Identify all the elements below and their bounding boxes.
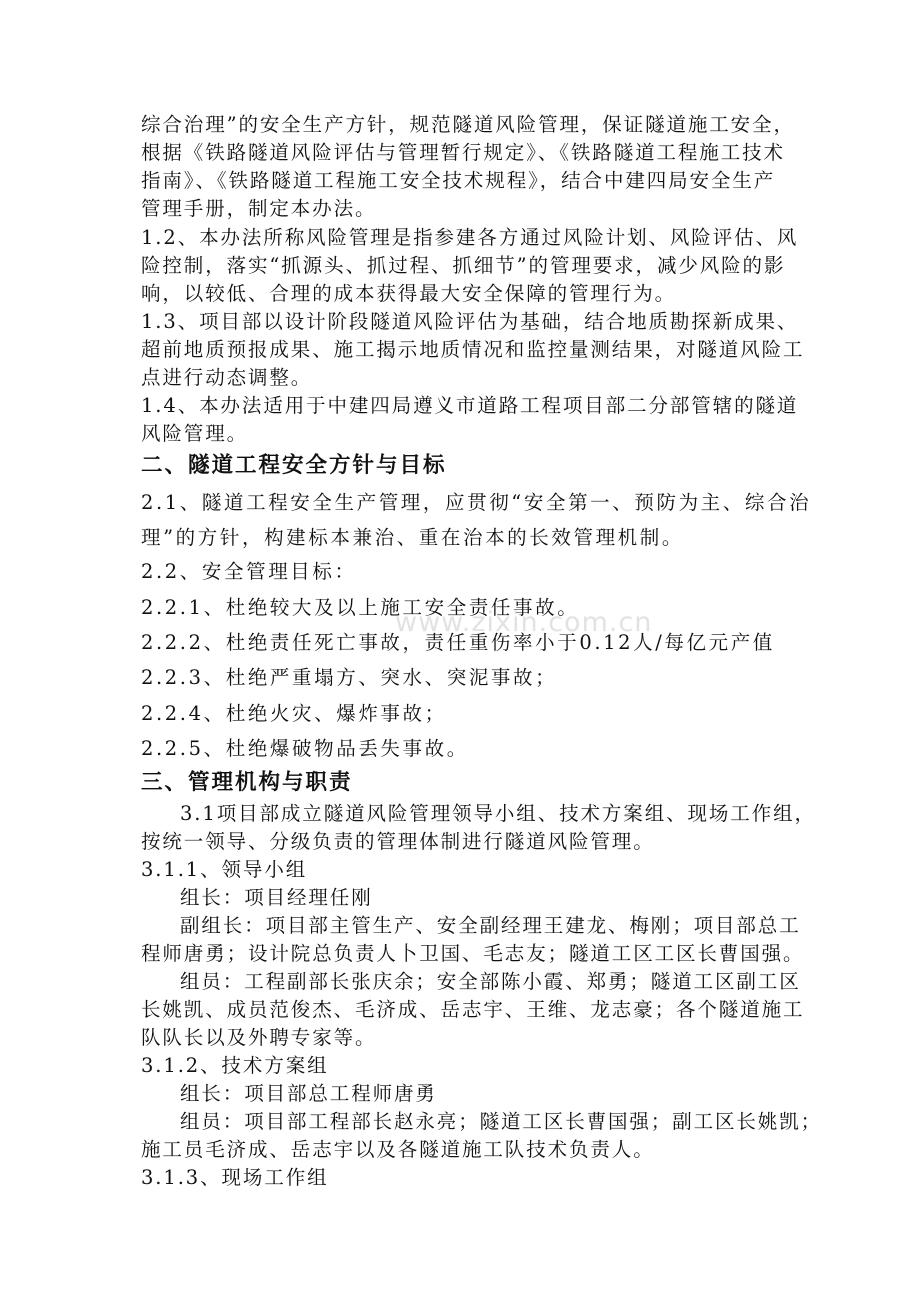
field-title: 3.1.3、现场工作组 — [141, 1166, 329, 1189]
clause-2-1-line-1: 2.1、隧道工程安全生产管理，应贯彻“安全第一、预防为主、综合治 — [141, 491, 812, 514]
target-2-2-4: 2.2.4、杜绝火灾、爆炸事故； — [141, 702, 447, 725]
clause-1-4-line-1: 1.4、本办法适用于中建四局遵义市道路工程项目部二分部管辖的隧道 — [141, 394, 799, 417]
leadership-deputy-line-1: 副组长：项目部主管生产、安全副经理王建龙、梅刚；项目部总工 — [180, 914, 801, 937]
leadership-deputy-line-2: 程师唐勇；设计院总负责人卜卫国、毛志友；隧道工区工区长曹国强。 — [141, 942, 805, 965]
technical-title: 3.1.2、技术方案组 — [141, 1054, 329, 1077]
clause-1-3-line-2: 超前地质预报成果、施工揭示地质情况和监控量测结果，对隧道风险工 — [141, 338, 805, 361]
leadership-member-line-3: 队队长以及外聘专家等。 — [141, 1026, 377, 1049]
section-2-heading: 二、隧道工程安全方针与目标 — [141, 453, 447, 478]
clause-2-2: 2.2、安全管理目标： — [141, 560, 357, 583]
intro-line-2: 根据《铁路隧道风险评估与管理暂行规定》、《铁路隧道工程施工技术 — [141, 141, 785, 164]
target-2-2-3: 2.2.3、杜绝严重塌方、突水、突泥事故； — [141, 666, 558, 689]
target-2-2-2: 2.2.2、杜绝责任死亡事故，责任重伤率小于0.12人/每亿元产值 — [141, 631, 775, 654]
clause-1-2-line-2: 险控制，落实“抓源头、抓过程、抓细节”的管理要求，减少风险的影 — [141, 254, 786, 277]
intro-line-1: 综合治理”的安全生产方针，规范隧道风险管理，保证隧道施工安全， — [141, 113, 795, 136]
clause-1-3-line-1: 1.3、项目部以设计阶段隧道风险评估为基础，结合地质勘探新成果、 — [141, 310, 799, 333]
section-3-heading: 三、管理机构与职责 — [141, 770, 353, 795]
section-3-intro-line-1: 3.1项目部成立隧道风险管理领导小组、技术方案组、现场工作组， — [180, 802, 816, 825]
intro-line-4: 管理手册，制定本办法。 — [141, 197, 377, 220]
technical-member-line-1: 组员：项目部工程部长赵永亮；隧道工区长曹国强；副工区长姚凯； — [180, 1110, 823, 1133]
technical-member-line-2: 施工员毛济成、岳志宇以及各隧道施工队技术负责人。 — [141, 1138, 655, 1161]
leadership-leader: 组长：项目经理任刚 — [180, 886, 373, 909]
clause-1-2-line-1: 1.2、本办法所称风险管理是指参建各方通过风险计划、风险评估、风 — [141, 226, 799, 249]
target-2-2-1: 2.2.1、杜绝较大及以上施工安全责任事故。 — [141, 596, 580, 619]
intro-line-3: 指南》、《铁路隧道工程施工安全技术规程》，结合中建四局安全生产 — [141, 169, 776, 192]
leadership-member-line-1: 组员：工程副部长张庆余；安全部陈小霞、郑勇；隧道工区副工区 — [180, 970, 801, 993]
technical-leader: 组长：项目部总工程师唐勇 — [180, 1082, 437, 1105]
section-3-intro-line-2: 按统一领导、分级负责的管理体制进行隧道风险管理。 — [141, 830, 655, 853]
watermark: www.zixin.com.cn — [395, 607, 653, 638]
leadership-title: 3.1.1、领导小组 — [141, 858, 308, 881]
clause-1-4-line-2: 风险管理。 — [141, 422, 249, 445]
clause-1-2-line-3: 响，以较低、合理的成本获得最大安全保障的管理行为。 — [141, 282, 677, 305]
clause-1-3-line-3: 点进行动态调整。 — [141, 366, 313, 389]
clause-2-1-line-2: 理”的方针，构建标本兼治、重在治本的长效管理机制。 — [141, 526, 684, 549]
leadership-member-line-2: 长姚凯、成员范俊杰、毛济成、岳志宇、王维、龙志豪；各个隧道施工 — [141, 998, 805, 1021]
target-2-2-5: 2.2.5、杜绝爆破物品丢失事故。 — [141, 737, 469, 760]
